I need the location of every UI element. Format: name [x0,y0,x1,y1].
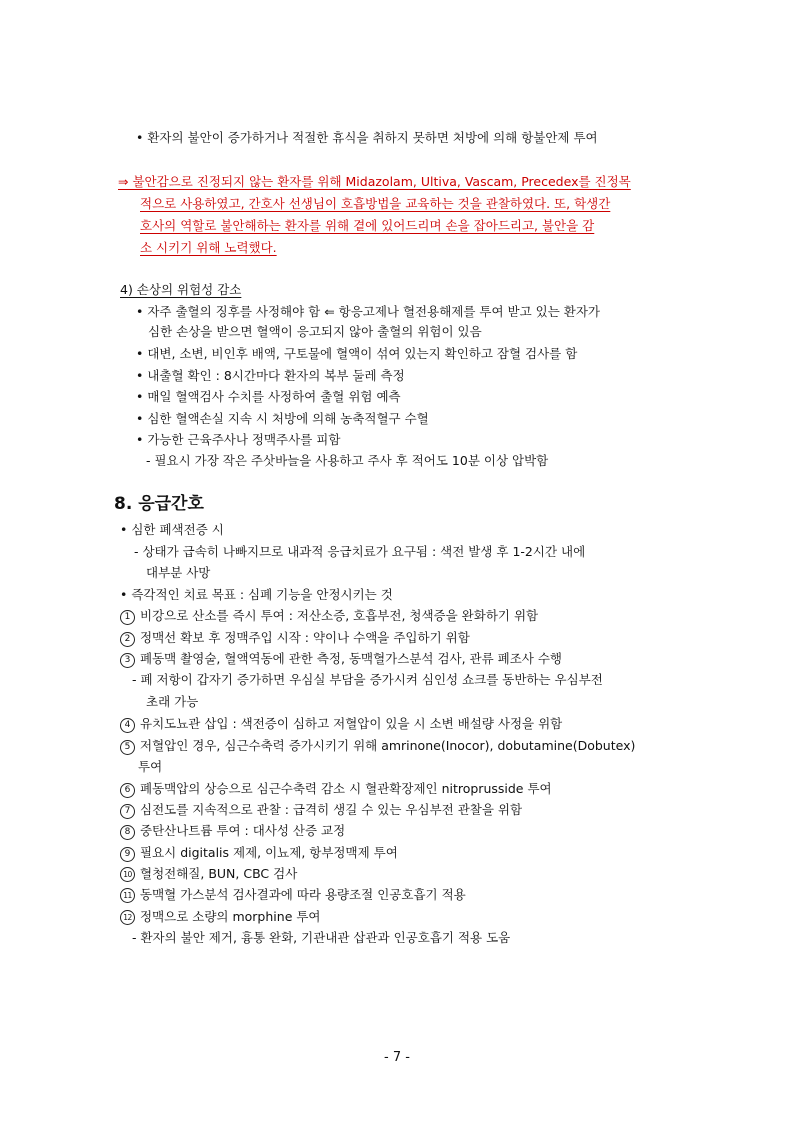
emergency-item [120,843,398,863]
injury-bullet: • 심한 혈액손실 지속 시 처방에 의해 농축적혈구 수혈 [136,411,429,426]
student-note-line-1: ⇒ 불안감으로 진정되지 않는 환자를 위해 Midazolam, Ultiva, Vascam, Precedex를 진정목 [118,174,631,189]
emergency-intro: 대부분 사망 [146,565,211,580]
emergency-intro: • 즉각적인 치료 목표 : 심폐 기능을 안정시키는 것 [120,587,393,602]
circled-number: 9 [120,847,135,862]
item-text: 저혈압인 경우, 심근수축력 증가시키기 위해 amrinone(Inocor), dobutamine(Dobutex) [140,738,636,753]
item-continuation: 투여 [138,759,163,774]
item-text: 폐동맥 촬영술, 혈액역동에 관한 측정, 동맥혈가스분석 검사, 관류 폐조사 수행 [140,651,563,666]
circled-number: 1 [120,610,135,625]
emergency-item [120,864,297,884]
item-text: 유치도뇨관 삽입 : 색전증이 심하고 저혈압이 있을 시 소변 배설량 사정을 위함 [140,716,563,731]
item-sub-note: - 폐 저항이 갑자기 증가하면 우심실 부담을 증가시켜 심인성 쇼크를 동반하는 우심부전 [132,672,603,687]
emergency-item [120,907,321,927]
injury-bullet: • 매일 혈액검사 수치를 사정하여 출혈 위험 예측 [136,389,401,404]
section-heading: 8. 응급간호 [114,494,204,514]
injury-sub-bullet: - 필요시 가장 작은 주삿바늘을 사용하고 주사 후 적어도 10분 이상 압박함 [146,453,549,468]
circled-number: 7 [120,804,135,819]
item-text: 심전도를 지속적으로 관찰 : 급격히 생길 수 있는 우심부전 관찰을 위함 [140,802,523,817]
injury-bullet: • 내출혈 확인 : 8시간마다 환자의 복부 둘레 측정 [136,368,405,383]
item-text: 정맥선 확보 후 정맥주입 시작 : 약이나 수액을 주입하기 위함 [140,630,470,645]
circled-number: 3 [120,653,135,668]
emergency-item [120,649,562,669]
page-number: - 7 - [384,1050,410,1065]
emergency-item [120,821,345,841]
emergency-item [120,885,466,905]
circled-number: 6 [120,783,135,798]
circled-number: 2 [120,632,135,647]
item-text: 폐동맥압의 상승으로 심근수축력 감소 시 혈관확장제인 nitroprusside 투여 [140,781,552,796]
injury-bullet: • 자주 출혈의 징후를 사정해야 함 ⇐ 항응고제나 혈전용해제를 투여 받고 있는 환자가 [136,304,601,319]
item-text: 비강으로 산소를 즉시 투여 : 저산소증, 호흡부전, 청색증을 완화하기 위함 [140,608,539,623]
injury-bullet: • 가능한 근육주사나 정맥주사를 피함 [136,432,341,447]
emergency-item [120,736,635,756]
circled-number: 4 [120,718,135,733]
emergency-item [120,779,552,799]
item-text: 동맥혈 가스분석 검사결과에 따라 용량조절 인공호흡기 적용 [140,887,466,902]
item-sub-note: - 환자의 불안 제거, 흉통 완화, 기관내관 삽관과 인공호흡기 적용 도움 [132,930,511,945]
student-note-line-3: 호사의 역할로 불안해하는 환자를 위해 곁에 있어드리며 손을 잡아드리고, 불안을 감 [140,218,595,233]
item-text: 정맥으로 소량의 morphine 투여 [140,909,321,924]
circled-number: 11 [120,888,135,903]
emergency-item [120,606,538,626]
item-text: 혈청전해질, BUN, CBC 검사 [140,866,298,881]
student-note-line-4: 소 시키기 위해 노력했다. [140,240,277,255]
emergency-item [120,714,562,734]
circled-number: 12 [120,910,135,925]
circled-number: 5 [120,740,135,755]
circled-number: 8 [120,825,135,840]
item-text: 중탄산나트륨 투여 : 대사성 산증 교정 [140,823,346,838]
anxiety-bullet: • 환자의 불안이 증가하거나 적절한 휴식을 취하지 못하면 처방에 의해 항불안제 투여 [136,130,598,145]
injury-bullet: 심한 손상을 받으면 혈액이 응고되지 않아 출혈의 위험이 있음 [148,324,482,339]
item-sub-note: 초래 가능 [146,694,199,709]
item-text: 필요시 digitalis 제제, 이뇨제, 항부정맥제 투여 [140,845,398,860]
student-note-line-2: 적으로 사용하였고, 간호사 선생님이 호흡방법을 교육하는 것을 관찰하였다. 또, 학생간 [140,196,611,211]
emergency-item [120,800,522,820]
emergency-intro: - 상태가 급속히 나빠지므로 내과적 응급치료가 요구됨 : 색전 발생 후 1-2시간 내에 [134,544,586,559]
injury-bullet: • 대변, 소변, 비인후 배액, 구토물에 혈액이 섞여 있는지 확인하고 잠혈 검사를 함 [136,346,578,361]
circled-number: 10 [120,867,135,882]
injury-title: 4) 손상의 위험성 감소 [120,282,242,297]
emergency-intro: • 심한 폐색전증 시 [120,522,224,537]
emergency-item [120,628,470,648]
